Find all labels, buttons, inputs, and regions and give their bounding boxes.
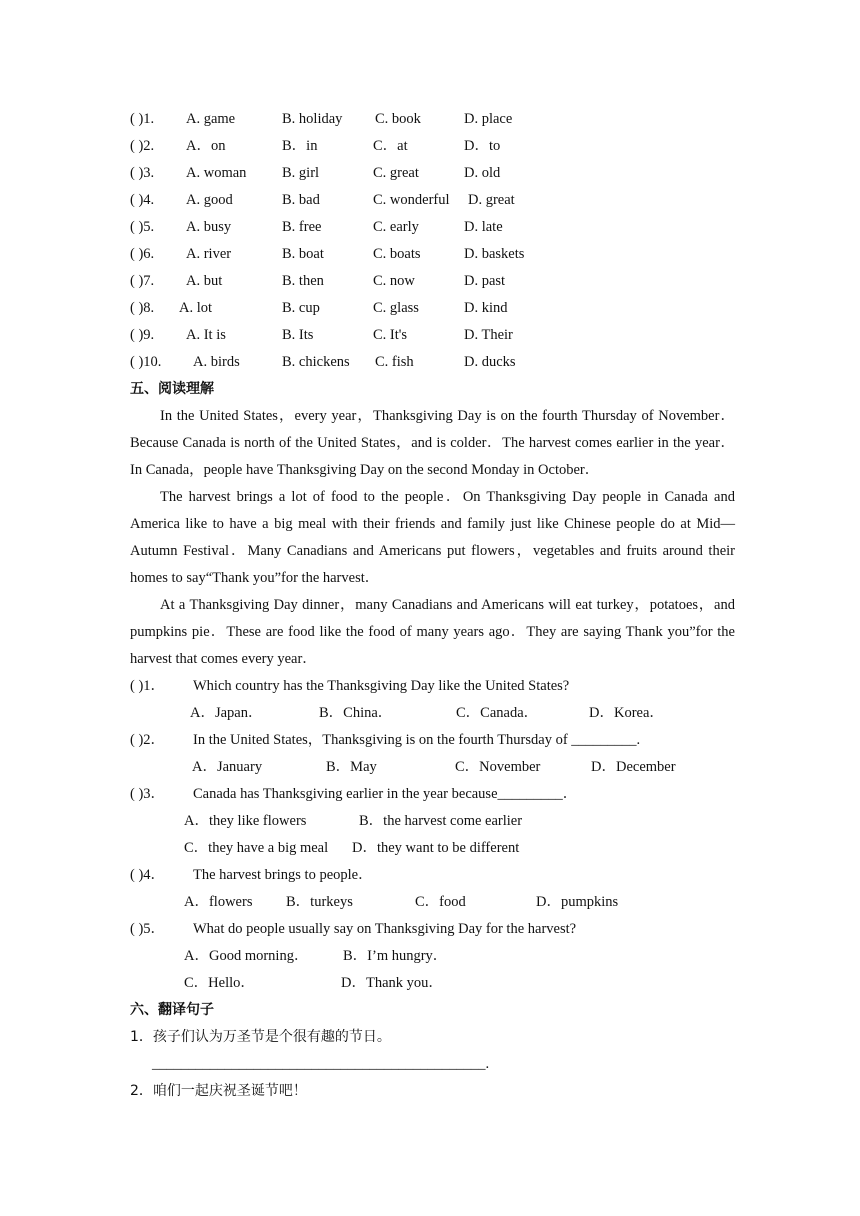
option-d: D. late	[464, 219, 503, 235]
passage-paragraph: At a Thanksgiving Day dinner，many Canadians and Americans will eat turkey，potatoes，and pumpkins pie．These are food like the food of many years ago．They are saying Thank you”for the harvest that comes every year．	[130, 597, 735, 667]
question-options	[130, 835, 735, 862]
option-c: C．November	[455, 759, 541, 775]
question-text: Which country has the Thanksgiving Day like the United States?	[193, 678, 570, 694]
section-heading-reading: 五、阅读理解	[130, 381, 214, 397]
option-c: C．at	[373, 138, 408, 154]
cloze-row	[130, 106, 735, 133]
answer-paren: ( )7.	[130, 273, 155, 289]
reading-questions	[130, 673, 735, 997]
option-b: B. cup	[282, 300, 320, 316]
option-c: C. book	[375, 111, 421, 127]
question-options	[130, 943, 735, 970]
option-c: C．food	[415, 894, 466, 910]
cloze-options	[130, 106, 735, 376]
option-b: B. boat	[282, 246, 324, 262]
option-b: B．turkeys	[286, 894, 353, 910]
question-text: Canada has Thanksgiving earlier in the year because_________．	[193, 786, 578, 802]
passage-paragraph: In the United States，every year，Thanksgiving Day is on the fourth Thursday of November．Because Canada is north of the United States，and is colder．The harvest comes earlier in the year．In Canada，people have Thanksgiving Day on the second Monday in October．	[130, 408, 735, 478]
option-a: A. lot	[179, 300, 213, 316]
option-d: D．to	[464, 138, 501, 154]
question-stem	[130, 781, 735, 808]
question-text: The harvest brings to people．	[193, 867, 373, 883]
option-b: B. Its	[282, 327, 314, 343]
answer-paren: ( )1.	[130, 111, 155, 127]
option-b: B．the harvest come earlier	[359, 813, 523, 829]
translation-item	[130, 1024, 735, 1051]
passage-paragraph: The harvest brings a lot of food to the people．On Thanksgiving Day people in Canada and America like to have a big meal with their friends and family just like Chinese people do at Mid—Autumn Festival．Many Canadians and Americans put flowers，vegetables and fruits around their homes to say“Thank you”for the harvest．	[130, 489, 735, 586]
option-a: A．January	[192, 759, 263, 775]
option-d: D. Their	[464, 327, 513, 343]
cloze-row	[130, 295, 735, 322]
option-d: D．they want to be different	[352, 840, 520, 856]
option-d: D. old	[464, 165, 501, 181]
answer-paren: ( )6.	[130, 246, 155, 262]
option-a: A. game	[186, 111, 236, 127]
answer-paren: ( )4.	[130, 192, 155, 208]
option-b: B. holiday	[282, 111, 343, 127]
question-stem	[130, 862, 735, 889]
option-a: A. It is	[186, 327, 226, 343]
option-c: C．they have a big meal	[184, 840, 329, 856]
question-text: What do people usually say on Thanksgiving Day for the harvest?	[193, 921, 577, 937]
answer-paren: ( )2．	[130, 732, 166, 748]
question-stem	[130, 727, 735, 754]
answer-paren: ( )5．	[130, 921, 166, 937]
question-options	[130, 970, 735, 997]
option-c: C. wonderful	[373, 192, 450, 208]
option-a: A．Good morning．	[184, 948, 309, 964]
option-c: C. great	[373, 165, 419, 181]
option-c: C. now	[373, 273, 415, 289]
option-d: D. kind	[464, 300, 508, 316]
cloze-row	[130, 349, 735, 376]
option-d: D．December	[591, 759, 676, 775]
answer-paren: ( )9.	[130, 327, 155, 343]
option-a: A. birds	[193, 354, 240, 370]
option-b: B．I’m hungry．	[343, 948, 448, 964]
question-options	[130, 889, 735, 916]
option-b: B. chickens	[282, 354, 350, 370]
option-a: A．Japan．	[190, 705, 263, 721]
answer-paren: ( )4．	[130, 867, 166, 883]
question-stem	[130, 673, 735, 700]
cloze-row	[130, 133, 735, 160]
option-c: C. fish	[375, 354, 414, 370]
option-b: B. free	[282, 219, 322, 235]
question-options	[130, 754, 735, 781]
option-c: C. boats	[373, 246, 421, 262]
option-d: D. baskets	[464, 246, 525, 262]
option-b: B. then	[282, 273, 324, 289]
answer-blank-line[interactable]	[130, 1051, 735, 1078]
answer-paren: ( )10.	[130, 354, 162, 370]
option-d: D. great	[468, 192, 515, 208]
option-a: A. river	[186, 246, 232, 262]
option-a: A．they like flowers	[184, 813, 307, 829]
option-d: D．pumpkins	[536, 894, 619, 910]
option-c: C．Hello．	[184, 975, 255, 991]
option-d: D．Thank you．	[341, 975, 443, 991]
option-c: C. early	[373, 219, 419, 235]
answer-paren: ( )2.	[130, 138, 155, 154]
cloze-row	[130, 160, 735, 187]
option-d: D．Korea．	[589, 705, 664, 721]
option-d: D. place	[464, 111, 513, 127]
cloze-row	[130, 322, 735, 349]
option-d: D. ducks	[464, 354, 516, 370]
answer-paren: ( )3．	[130, 786, 166, 802]
chinese-sentence: 咱们一起庆祝圣诞节吧！	[152, 1083, 307, 1099]
item-number: 1．	[130, 1029, 153, 1045]
option-c: C．Canada．	[456, 705, 539, 721]
option-b: B．May	[326, 759, 377, 775]
option-a: A. busy	[186, 219, 232, 235]
chinese-sentence: 孩子们认为万圣节是个很有趣的节日。	[152, 1029, 391, 1045]
answer-paren: ( )1．	[130, 678, 166, 694]
translation-item	[130, 1078, 735, 1105]
cloze-row	[130, 214, 735, 241]
option-a: A．flowers	[184, 894, 253, 910]
question-text: In the United States，Thanksgiving is on the fourth Thursday of _________.	[193, 732, 641, 748]
option-a: A. woman	[186, 165, 247, 181]
option-d: D. past	[464, 273, 506, 289]
option-b: B．China．	[319, 705, 393, 721]
option-b: B．in	[282, 138, 318, 154]
answer-paren: ( )8.	[130, 300, 155, 316]
option-b: B. girl	[282, 165, 320, 181]
option-a: A. but	[186, 273, 223, 289]
answer-paren: ( )5.	[130, 219, 155, 235]
option-c: C. glass	[373, 300, 419, 316]
question-options	[130, 808, 735, 835]
worksheet	[130, 106, 735, 1105]
section-heading-translation: 六、翻译句子	[130, 1002, 214, 1018]
cloze-row	[130, 187, 735, 214]
option-c: C. It's	[373, 327, 408, 343]
blank-underline: ______________________________________________.	[152, 1056, 490, 1072]
question-options	[130, 700, 735, 727]
item-number: 2．	[130, 1083, 153, 1099]
question-stem	[130, 916, 735, 943]
cloze-row	[130, 241, 735, 268]
cloze-row	[130, 268, 735, 295]
answer-paren: ( )3.	[130, 165, 155, 181]
option-a: A. good	[186, 192, 233, 208]
option-b: B. bad	[282, 192, 320, 208]
option-a: A．on	[186, 138, 226, 154]
